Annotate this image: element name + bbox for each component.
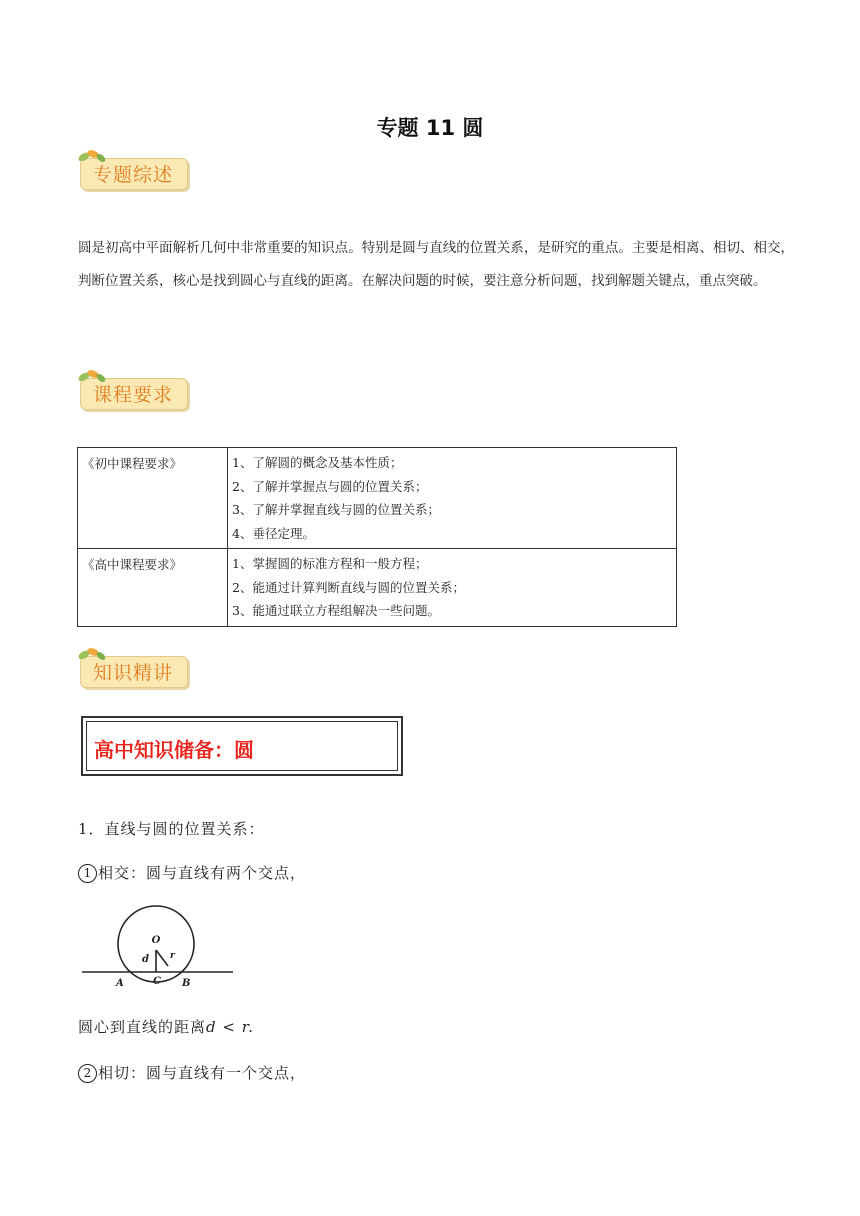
- list-item: 3、能通过联立方程组解决一些问题。: [232, 603, 440, 618]
- case-intersect-text: 相交：圆与直线有两个交点，: [98, 864, 307, 882]
- distance-text: 圆心到直线的距离: [78, 1018, 207, 1036]
- radius-segment: [156, 950, 168, 966]
- section-badge-overview: [76, 148, 192, 196]
- knowledge-heading-box: [81, 716, 403, 776]
- label-b: B: [182, 978, 191, 989]
- distance-inequality: d < r.: [206, 1018, 255, 1036]
- section-title-requirements: 课程要求: [92, 384, 173, 406]
- label-a: A: [116, 978, 124, 989]
- case-intersect: [78, 862, 306, 883]
- table-row: [78, 448, 677, 549]
- distance-statement: [78, 1016, 254, 1037]
- case-tangent-text: 相切：圆与直线有一个交点，: [98, 1064, 307, 1082]
- row-items: [228, 448, 677, 549]
- section-title-knowledge: 知识精讲: [92, 662, 173, 684]
- row-label: 《初中课程要求》: [78, 448, 228, 549]
- case-tangent: [78, 1062, 306, 1083]
- circled-number: 2: [78, 1064, 97, 1083]
- list-item: 1、了解圆的概念及基本性质；: [232, 455, 403, 470]
- item-1-heading: 1．直线与圆的位置关系：: [78, 820, 265, 838]
- section-badge-knowledge: [76, 646, 192, 694]
- overview-paragraph: 圆是初高中平面解析几何中非常重要的知识点。特别是圆与直线的位置关系，是研究的重点。主要是相离、相切、相交，判断位置关系，核心是找到圆心与直线的距离。在解决问题的时候，要注意分析问题，找到解题关键点，重点突破。: [78, 240, 794, 289]
- requirements-table: [77, 447, 677, 627]
- list-item: 1、掌握圆的标准方程和一般方程；: [232, 556, 428, 571]
- list-item: 2、了解并掌握点与圆的位置关系；: [232, 478, 428, 494]
- list-item: 4、垂径定理。: [232, 525, 315, 541]
- row-items: [228, 549, 677, 627]
- list-item: 3、了解并掌握直线与圆的位置关系；: [232, 502, 440, 517]
- intersect-diagram: [80, 900, 240, 992]
- section-title-overview: 专题综述: [92, 164, 173, 186]
- knowledge-heading: 高中知识储备：圆: [94, 738, 254, 762]
- list-item: 2、能通过计算判断直线与圆的位置关系；: [232, 579, 465, 595]
- row-label: 《高中课程要求》: [78, 549, 228, 627]
- circled-number: 1: [78, 864, 97, 883]
- table-row: [78, 549, 677, 627]
- label-d: d: [142, 954, 149, 965]
- section-badge-requirements: [76, 368, 192, 416]
- page-title: 专题 11 圆: [376, 116, 484, 140]
- label-r: r: [170, 951, 175, 961]
- label-o: O: [151, 935, 161, 946]
- label-c: C: [153, 976, 161, 987]
